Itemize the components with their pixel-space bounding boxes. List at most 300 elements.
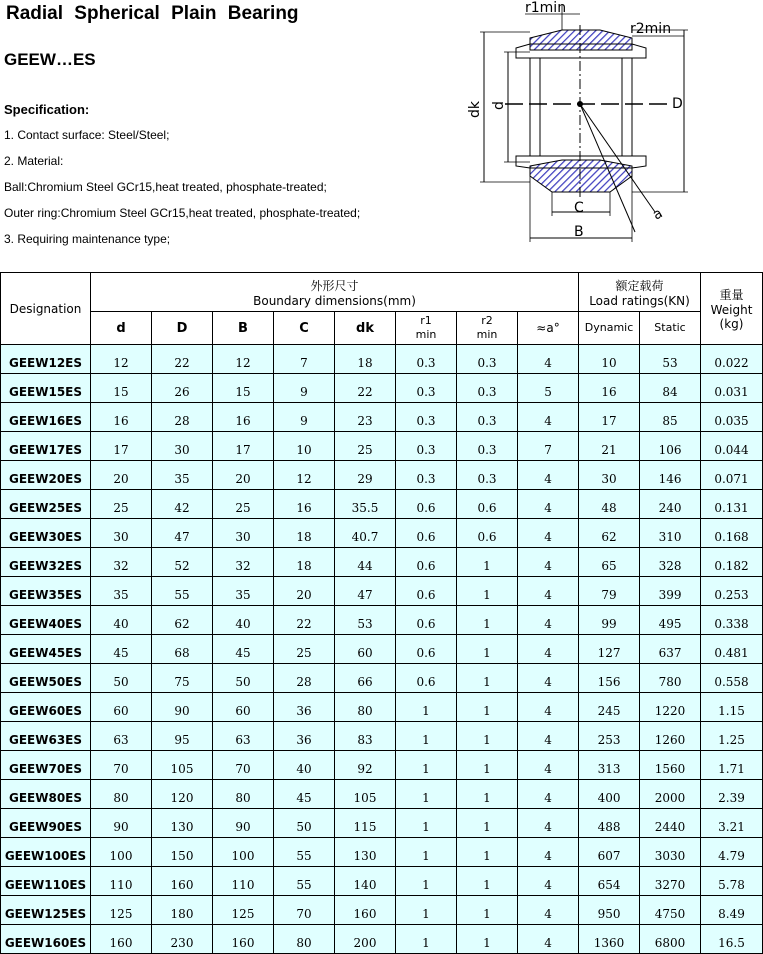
cell-B: 25 [213, 490, 274, 519]
cell-d: 30 [91, 519, 152, 548]
cell-alpha: 4 [518, 693, 579, 722]
cell-designation: GEEW15ES [1, 374, 91, 403]
cell-D: 120 [152, 780, 213, 809]
cell-d: 110 [91, 867, 152, 896]
cell-B: 35 [213, 577, 274, 606]
cell-designation: GEEW12ES [1, 345, 91, 374]
cell-B: 12 [213, 345, 274, 374]
cell-r2-min: 1 [457, 606, 518, 635]
cell-static: 3270 [640, 867, 701, 896]
cell-weight: 0.558 [701, 664, 763, 693]
cell-r2-min: 1 [457, 693, 518, 722]
header-d: d [91, 312, 152, 345]
header-load-en: Load ratings(KN) [589, 293, 690, 308]
cell-d: 80 [91, 780, 152, 809]
cell-D: 130 [152, 809, 213, 838]
table-body [1, 345, 763, 954]
cell-r1-min: 0.6 [396, 635, 457, 664]
cell-d: 35 [91, 577, 152, 606]
cell-d: 32 [91, 548, 152, 577]
cell-D: 105 [152, 751, 213, 780]
cell-designation: GEEW25ES [1, 490, 91, 519]
header-r1-bottom: min [415, 328, 437, 341]
header-r2-bottom: min [476, 328, 498, 341]
cell-B: 125 [213, 896, 274, 925]
cell-dynamic: 400 [579, 780, 640, 809]
cell-alpha: 4 [518, 896, 579, 925]
cell-designation: GEEW100ES [1, 838, 91, 867]
header-r1min [396, 312, 457, 345]
outer-ring-top [530, 30, 632, 50]
cell-D: 62 [152, 606, 213, 635]
cell-alpha: 4 [518, 664, 579, 693]
cell-static: 495 [640, 606, 701, 635]
cell-dynamic: 48 [579, 490, 640, 519]
cell-r1-min: 1 [396, 722, 457, 751]
header-boundary-cn: 外形尺寸 [310, 278, 359, 293]
cell-dk: 105 [335, 780, 396, 809]
cell-static: 4750 [640, 896, 701, 925]
table-row [1, 838, 763, 867]
cell-static: 328 [640, 548, 701, 577]
cell-alpha: 4 [518, 403, 579, 432]
cell-C: 45 [274, 780, 335, 809]
cell-designation: GEEW60ES [1, 693, 91, 722]
cell-r1-min: 0.6 [396, 519, 457, 548]
cell-r1-min: 1 [396, 896, 457, 925]
cell-B: 70 [213, 751, 274, 780]
header-boundary-dimensions [91, 273, 579, 312]
cell-r2-min: 0.3 [457, 345, 518, 374]
table-row [1, 809, 763, 838]
table-row [1, 403, 763, 432]
cell-dynamic: 17 [579, 403, 640, 432]
cell-r1-min: 1 [396, 780, 457, 809]
cell-weight: 8.49 [701, 896, 763, 925]
cell-dk: 60 [335, 635, 396, 664]
cell-B: 32 [213, 548, 274, 577]
cell-alpha: 4 [518, 780, 579, 809]
cell-d: 90 [91, 809, 152, 838]
cell-weight: 1.15 [701, 693, 763, 722]
cell-dk: 160 [335, 896, 396, 925]
cell-D: 35 [152, 461, 213, 490]
cell-dynamic: 313 [579, 751, 640, 780]
cell-weight: 0.035 [701, 403, 763, 432]
cell-weight: 16.5 [701, 925, 763, 954]
table-row [1, 606, 763, 635]
table-row [1, 867, 763, 896]
cell-dynamic: 156 [579, 664, 640, 693]
cell-dynamic: 950 [579, 896, 640, 925]
cell-static: 240 [640, 490, 701, 519]
cell-dk: 22 [335, 374, 396, 403]
cell-D: 230 [152, 925, 213, 954]
cell-r2-min: 0.6 [457, 490, 518, 519]
cell-r1-min: 1 [396, 867, 457, 896]
table-row [1, 432, 763, 461]
header-D: D [152, 312, 213, 345]
cell-D: 55 [152, 577, 213, 606]
cell-dynamic: 99 [579, 606, 640, 635]
cell-static: 6800 [640, 925, 701, 954]
cell-r1-min: 0.6 [396, 606, 457, 635]
cell-r2-min: 0.3 [457, 461, 518, 490]
spec-line-contact-surface: 1. Contact surface: Steel/Steel; [4, 128, 170, 142]
cell-d: 70 [91, 751, 152, 780]
table-row [1, 461, 763, 490]
cell-static: 1560 [640, 751, 701, 780]
header-r1-top: r1 [420, 314, 432, 327]
header-static: Static [640, 312, 701, 345]
cell-C: 18 [274, 519, 335, 548]
table-row [1, 925, 763, 954]
spec-line-maintenance: 3. Requiring maintenance type; [4, 232, 171, 246]
cell-D: 22 [152, 345, 213, 374]
cell-weight: 0.253 [701, 577, 763, 606]
cell-alpha: 4 [518, 461, 579, 490]
dk-label: dk [467, 101, 483, 118]
table-row [1, 780, 763, 809]
cell-r2-min: 1 [457, 577, 518, 606]
cell-C: 22 [274, 606, 335, 635]
alpha-label: a [650, 205, 666, 224]
cell-r1-min: 0.6 [396, 664, 457, 693]
cell-weight: 5.78 [701, 867, 763, 896]
cell-weight: 0.481 [701, 635, 763, 664]
cell-weight: 4.79 [701, 838, 763, 867]
cell-designation: GEEW35ES [1, 577, 91, 606]
cell-dk: 53 [335, 606, 396, 635]
cell-dk: 200 [335, 925, 396, 954]
d-label: d [491, 101, 507, 110]
cell-D: 95 [152, 722, 213, 751]
header-dynamic: Dynamic [579, 312, 640, 345]
cell-r1-min: 0.3 [396, 345, 457, 374]
cell-d: 12 [91, 345, 152, 374]
cell-designation: GEEW32ES [1, 548, 91, 577]
cell-C: 20 [274, 577, 335, 606]
cell-weight: 0.338 [701, 606, 763, 635]
cell-alpha: 4 [518, 635, 579, 664]
cell-C: 55 [274, 867, 335, 896]
cell-alpha: 4 [518, 809, 579, 838]
cell-designation: GEEW90ES [1, 809, 91, 838]
cell-d: 63 [91, 722, 152, 751]
cell-weight: 0.131 [701, 490, 763, 519]
cell-d: 160 [91, 925, 152, 954]
cell-r1-min: 1 [396, 838, 457, 867]
cell-D: 42 [152, 490, 213, 519]
cell-C: 55 [274, 838, 335, 867]
spec-line-ball: Ball:Chromium Steel GCr15,heat treated, phosphate-treated; [4, 180, 327, 194]
cell-C: 16 [274, 490, 335, 519]
cell-dk: 40.7 [335, 519, 396, 548]
cell-static: 85 [640, 403, 701, 432]
cell-designation: GEEW160ES [1, 925, 91, 954]
header-r2min [457, 312, 518, 345]
cell-weight: 2.39 [701, 780, 763, 809]
cell-alpha: 4 [518, 838, 579, 867]
spec-heading: Specification: [4, 102, 90, 117]
cell-designation: GEEW20ES [1, 461, 91, 490]
cell-r2-min: 1 [457, 780, 518, 809]
header-load-cn: 额定载荷 [615, 278, 664, 293]
cell-dk: 130 [335, 838, 396, 867]
cell-C: 70 [274, 896, 335, 925]
cell-static: 399 [640, 577, 701, 606]
cell-D: 180 [152, 896, 213, 925]
cell-C: 36 [274, 693, 335, 722]
cell-C: 40 [274, 751, 335, 780]
cell-r2-min: 0.3 [457, 374, 518, 403]
spec-line-material: 2. Material: [4, 154, 64, 168]
cell-r2-min: 1 [457, 664, 518, 693]
cell-r2-min: 0.3 [457, 432, 518, 461]
cell-r2-min: 1 [457, 548, 518, 577]
cell-r2-min: 1 [457, 809, 518, 838]
cell-C: 18 [274, 548, 335, 577]
cell-C: 80 [274, 925, 335, 954]
header-weight-cn: 重量 [719, 288, 744, 302]
cell-alpha: 4 [518, 490, 579, 519]
cell-alpha: 4 [518, 925, 579, 954]
cell-D: 52 [152, 548, 213, 577]
cell-D: 75 [152, 664, 213, 693]
cell-r1-min: 1 [396, 925, 457, 954]
cell-r1-min: 1 [396, 751, 457, 780]
cell-dynamic: 62 [579, 519, 640, 548]
cell-dk: 92 [335, 751, 396, 780]
cell-r2-min: 1 [457, 751, 518, 780]
spec-line-outer-ring: Outer ring:Chromium Steel GCr15,heat treated, phosphate-treated; [4, 206, 361, 220]
cell-d: 20 [91, 461, 152, 490]
table-row [1, 635, 763, 664]
cell-r1-min: 0.3 [396, 461, 457, 490]
cell-B: 110 [213, 867, 274, 896]
cell-designation: GEEW50ES [1, 664, 91, 693]
cell-dynamic: 79 [579, 577, 640, 606]
cell-r2-min: 1 [457, 838, 518, 867]
cell-d: 100 [91, 838, 152, 867]
table-row [1, 693, 763, 722]
cell-dynamic: 10 [579, 345, 640, 374]
cell-C: 25 [274, 635, 335, 664]
cell-d: 16 [91, 403, 152, 432]
cell-r1-min: 0.6 [396, 490, 457, 519]
cell-weight: 0.031 [701, 374, 763, 403]
cell-alpha: 4 [518, 606, 579, 635]
cell-static: 3030 [640, 838, 701, 867]
cell-dk: 47 [335, 577, 396, 606]
model-series: GEEW…ES [4, 50, 96, 69]
header-weight [701, 273, 763, 345]
cell-designation: GEEW45ES [1, 635, 91, 664]
cell-static: 2000 [640, 780, 701, 809]
cell-designation: GEEW30ES [1, 519, 91, 548]
cell-dk: 115 [335, 809, 396, 838]
cell-static: 310 [640, 519, 701, 548]
table-row [1, 664, 763, 693]
cell-r2-min: 0.3 [457, 403, 518, 432]
cell-dynamic: 1360 [579, 925, 640, 954]
table-row [1, 751, 763, 780]
header-r2-top: r2 [481, 314, 493, 327]
cell-dynamic: 30 [579, 461, 640, 490]
cell-d: 45 [91, 635, 152, 664]
cell-r1-min: 0.3 [396, 432, 457, 461]
cell-C: 10 [274, 432, 335, 461]
cell-r2-min: 1 [457, 896, 518, 925]
cell-dynamic: 65 [579, 548, 640, 577]
table-row [1, 519, 763, 548]
cell-D: 47 [152, 519, 213, 548]
cell-static: 84 [640, 374, 701, 403]
cell-dk: 80 [335, 693, 396, 722]
table-row [1, 345, 763, 374]
table-row [1, 577, 763, 606]
C-label: C [574, 200, 584, 216]
cell-dk: 35.5 [335, 490, 396, 519]
header-weight-unit: (kg) [719, 317, 744, 331]
cell-B: 160 [213, 925, 274, 954]
cell-d: 50 [91, 664, 152, 693]
cell-static: 1220 [640, 693, 701, 722]
cell-dk: 25 [335, 432, 396, 461]
cell-r2-min: 1 [457, 635, 518, 664]
cell-D: 68 [152, 635, 213, 664]
table-row [1, 896, 763, 925]
cell-weight: 0.022 [701, 345, 763, 374]
cell-B: 90 [213, 809, 274, 838]
cell-dynamic: 253 [579, 722, 640, 751]
cell-d: 125 [91, 896, 152, 925]
cell-weight: 1.25 [701, 722, 763, 751]
cell-D: 26 [152, 374, 213, 403]
bearing-spec-table [0, 272, 763, 954]
cell-B: 60 [213, 693, 274, 722]
header-dk: dk [335, 312, 396, 345]
cell-D: 150 [152, 838, 213, 867]
table-row [1, 548, 763, 577]
cell-r1-min: 0.6 [396, 577, 457, 606]
cell-weight: 3.21 [701, 809, 763, 838]
header-designation: Designation [1, 273, 91, 345]
cell-B: 16 [213, 403, 274, 432]
table-row [1, 722, 763, 751]
cell-designation: GEEW70ES [1, 751, 91, 780]
header-weight-en: Weight [710, 303, 753, 317]
cell-alpha: 7 [518, 432, 579, 461]
cell-B: 50 [213, 664, 274, 693]
cell-alpha: 5 [518, 374, 579, 403]
header-load-ratings [579, 273, 701, 312]
cell-dynamic: 488 [579, 809, 640, 838]
cell-r1-min: 1 [396, 693, 457, 722]
cell-dynamic: 16 [579, 374, 640, 403]
cell-dynamic: 607 [579, 838, 640, 867]
cell-C: 28 [274, 664, 335, 693]
cell-B: 45 [213, 635, 274, 664]
cell-d: 25 [91, 490, 152, 519]
cell-C: 9 [274, 403, 335, 432]
cell-B: 17 [213, 432, 274, 461]
B-label: B [574, 224, 584, 240]
r2min-label: r2min [630, 21, 672, 37]
cell-B: 30 [213, 519, 274, 548]
cell-r1-min: 0.3 [396, 403, 457, 432]
cell-alpha: 4 [518, 577, 579, 606]
cell-dk: 18 [335, 345, 396, 374]
cell-designation: GEEW125ES [1, 896, 91, 925]
cell-static: 106 [640, 432, 701, 461]
cell-alpha: 4 [518, 751, 579, 780]
cell-static: 146 [640, 461, 701, 490]
cell-B: 15 [213, 374, 274, 403]
cell-r1-min: 1 [396, 809, 457, 838]
cell-weight: 0.168 [701, 519, 763, 548]
cell-r1-min: 0.3 [396, 374, 457, 403]
cell-weight: 1.71 [701, 751, 763, 780]
cell-alpha: 4 [518, 345, 579, 374]
cell-C: 36 [274, 722, 335, 751]
cell-D: 90 [152, 693, 213, 722]
cell-alpha: 4 [518, 519, 579, 548]
cell-r2-min: 1 [457, 925, 518, 954]
cell-B: 80 [213, 780, 274, 809]
cell-dk: 66 [335, 664, 396, 693]
table-row [1, 490, 763, 519]
cell-d: 17 [91, 432, 152, 461]
cell-d: 15 [91, 374, 152, 403]
cell-C: 7 [274, 345, 335, 374]
cell-dynamic: 127 [579, 635, 640, 664]
header-boundary-en: Boundary dimensions(mm) [253, 293, 416, 308]
cell-dynamic: 21 [579, 432, 640, 461]
outer-ring-bottom [530, 160, 632, 192]
cell-C: 12 [274, 461, 335, 490]
cell-dynamic: 654 [579, 867, 640, 896]
cell-r2-min: 1 [457, 722, 518, 751]
table-row [1, 374, 763, 403]
cell-dk: 44 [335, 548, 396, 577]
cell-designation: GEEW40ES [1, 606, 91, 635]
cell-r2-min: 1 [457, 867, 518, 896]
cell-r1-min: 0.6 [396, 548, 457, 577]
cell-static: 1260 [640, 722, 701, 751]
cell-d: 40 [91, 606, 152, 635]
cell-alpha: 4 [518, 722, 579, 751]
cell-D: 160 [152, 867, 213, 896]
header-B: B [213, 312, 274, 345]
cell-dk: 23 [335, 403, 396, 432]
cell-static: 53 [640, 345, 701, 374]
cell-weight: 0.071 [701, 461, 763, 490]
cell-alpha: 4 [518, 867, 579, 896]
cell-alpha: 4 [518, 548, 579, 577]
header-alpha: ≈a° [518, 312, 579, 345]
cell-dk: 83 [335, 722, 396, 751]
cell-D: 28 [152, 403, 213, 432]
cell-static: 2440 [640, 809, 701, 838]
cell-static: 637 [640, 635, 701, 664]
cell-designation: GEEW110ES [1, 867, 91, 896]
cell-r2-min: 0.6 [457, 519, 518, 548]
cell-B: 20 [213, 461, 274, 490]
r1min-label: r1min [525, 0, 567, 16]
bearing-cross-section-diagram [467, 0, 700, 250]
cell-D: 30 [152, 432, 213, 461]
